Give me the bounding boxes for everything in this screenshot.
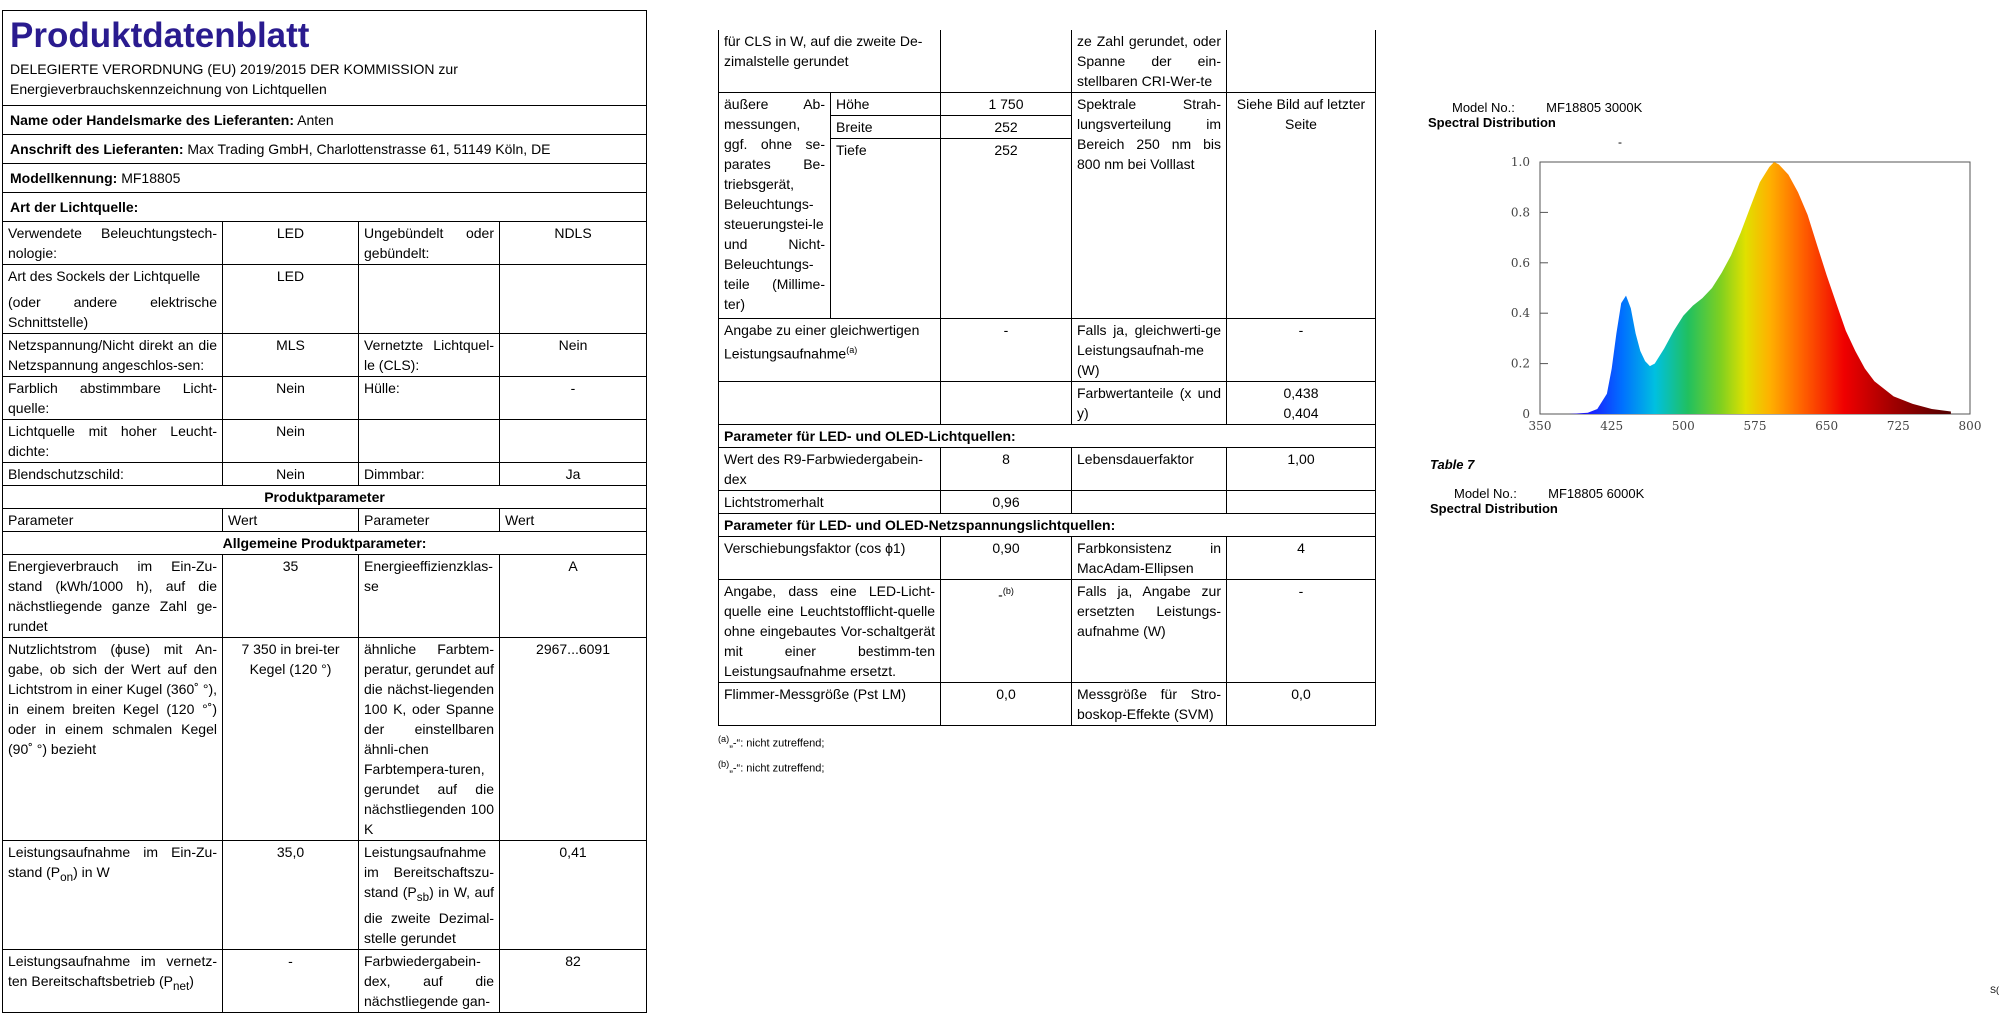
- cell-label: Verwendete Beleuchtungstech-nologie:: [3, 222, 223, 265]
- cell-value: 8: [941, 448, 1072, 491]
- supplier-name-label: Name oder Handelsmarke des Lieferanten:: [10, 112, 294, 128]
- cell-label: Höhe: [831, 93, 941, 116]
- cell-value: 1 750: [941, 93, 1072, 116]
- cell-value: -: [941, 319, 1072, 382]
- cell-label: Art des Sockels der Lichtquelle: [8, 268, 201, 284]
- cell-value: Ja: [500, 463, 647, 486]
- spectral-area: [1540, 162, 1951, 414]
- supplier-address-value: Max Trading GmbH, Charlottenstrasse 61, 51149 Köln, DE: [187, 141, 551, 157]
- cell-value: Nein: [500, 334, 647, 377]
- cell-value: A: [500, 555, 647, 638]
- cell-label: äußere Ab-messungen, ggf. ohne se-parates Be-triebsgerät, Beleuchtungs-steuerungstei-le und Nicht-Beleuchtungs-teile (Millime-ter): [719, 93, 831, 319]
- cell-label: Hülle:: [359, 377, 500, 420]
- spectral-chart: [1500, 128, 2000, 438]
- table-row: [3, 377, 647, 420]
- cell-label: Lebensdauerfaktor: [1072, 448, 1227, 491]
- cell-value: 252: [941, 139, 1072, 319]
- table-row: [719, 382, 1376, 425]
- table-row: [3, 334, 647, 377]
- cell-label: Flimmer-Messgröße (Pst LM): [719, 683, 941, 726]
- table-row: [719, 537, 1376, 580]
- table-row: [719, 93, 1376, 116]
- column-header: Parameter: [359, 509, 500, 532]
- led-params-heading: Parameter für LED- und OLED-Lichtquellen:: [719, 425, 1376, 448]
- page-edge-text: S(: [1990, 985, 1999, 995]
- model-value: MF18805 6000K: [1548, 486, 1645, 501]
- table-row: [719, 580, 1376, 683]
- table-row: [3, 265, 647, 334]
- cell-label: Blendschutzschild:: [3, 463, 223, 486]
- column-header: Wert: [500, 509, 647, 532]
- cell-value: Siehe Bild auf letzter Seite: [1227, 93, 1376, 319]
- figure-model-line: [1428, 100, 1988, 115]
- cell-value: 0,41: [500, 841, 647, 950]
- cell-value: 35: [223, 555, 359, 638]
- right-page: [1428, 100, 1988, 130]
- cell-label: Spektrale Strah-lungsverteilung im Bereich 250 nm bis 800 nm bei Volllast: [1072, 93, 1227, 319]
- table-row: [719, 448, 1376, 491]
- cell-value: 0,90: [941, 537, 1072, 580]
- cell-value: 252: [941, 116, 1072, 139]
- cell-label: Verschiebungsfaktor (cos ϕ1): [719, 537, 941, 580]
- general-params-heading: Allgemeine Produktparameter:: [3, 532, 647, 555]
- mains-params-heading: Parameter für LED- und OLED-Netzspannungslichtquellen:: [719, 514, 1376, 537]
- footnote-b: $^{(b)}$„-“: nicht zutreffend;: [718, 758, 825, 775]
- y-tick-label: 0: [1522, 407, 1530, 421]
- product-data-table-right: [718, 30, 1376, 726]
- right-page-lower: [1430, 457, 1830, 516]
- middle-page: [718, 30, 1375, 778]
- cell-value: 0,96: [941, 491, 1072, 514]
- x-tick-label: 725: [1886, 419, 1910, 433]
- cell-label: Leistungsaufnahme im vernetz-ten Bereitschaftsbetrieb $(P_{net})$: [3, 949, 223, 1012]
- cell-value: 0,438 0,404: [1227, 382, 1376, 425]
- figure-title: Spectral Distribution: [1428, 115, 1556, 130]
- x-tick-label: 575: [1743, 419, 1767, 433]
- cell-label: Farbwertanteile (x und y): [1072, 382, 1227, 425]
- table-row: [3, 463, 647, 486]
- cell-value: -: [1227, 580, 1376, 683]
- column-header: Wert: [223, 509, 359, 532]
- cell-value: -: [223, 949, 359, 1012]
- cell-value: 0,0: [1227, 683, 1376, 726]
- table-row: [719, 30, 1376, 93]
- cell-label: Messgröße für Stro-boskop-Effekte (SVM): [1072, 683, 1227, 726]
- cell-label: Energieverbrauch im Ein-Zu-stand (kWh/1000 h), auf die nächstliegende ganze Zahl ge-rundet: [3, 555, 223, 638]
- column-header: Parameter: [3, 509, 223, 532]
- table-row: [3, 949, 647, 1012]
- footnote-a: $^{(a)}$„-“: nicht zutreffend;: [718, 734, 825, 750]
- x-tick-label: 350: [1528, 419, 1552, 433]
- cell-value: 1,00: [1227, 448, 1376, 491]
- figure-dash: -: [1618, 135, 1622, 149]
- cell-label: Ungebündelt oder gebündelt:: [359, 222, 500, 265]
- model-label: Modellkennung:: [10, 170, 118, 186]
- cell-value: 4: [1227, 537, 1376, 580]
- cell-value: NDLS: [500, 222, 647, 265]
- cell-label: Falls ja, gleichwerti-ge Leistungsaufnah-me (W): [1072, 319, 1227, 382]
- table-row: [3, 555, 647, 638]
- cell-value: 82: [500, 949, 647, 1012]
- model-label: Model No.:: [1454, 486, 1517, 501]
- model-value: MF18805 3000K: [1546, 100, 1643, 115]
- cell-value: MLS: [223, 334, 359, 377]
- supplier-address-label: Anschrift des Lieferanten:: [10, 141, 184, 157]
- y-tick-label: 0.4: [1510, 306, 1530, 321]
- cell-label: Vernetzte Lichtquel-le (CLS):: [359, 334, 500, 377]
- product-params-heading: Produktparameter: [3, 486, 647, 509]
- cell-value: -$^{(b)}$: [941, 580, 1072, 683]
- cell-label: Tiefe: [831, 139, 941, 319]
- y-tick-label: 0.8: [1510, 205, 1530, 220]
- cell-value: LED: [223, 265, 359, 334]
- table-row: [3, 841, 647, 950]
- cell-value: Nein: [223, 420, 359, 463]
- y-tick-label: 0.2: [1510, 356, 1530, 371]
- model-label: Model No.:: [1452, 100, 1515, 115]
- cell-label: Lichtstromerhalt: [719, 491, 941, 514]
- lightsource-type-heading: Art der Lichtquelle:: [10, 199, 139, 215]
- table-row: [3, 638, 647, 841]
- cell-value: 7 350 in brei-ter Kegel (120 °): [223, 638, 359, 841]
- cell-value: -: [1227, 319, 1376, 382]
- x-tick-label: 650: [1815, 419, 1839, 433]
- left-page: [2, 10, 646, 1013]
- cell-value: 0,0: [941, 683, 1072, 726]
- table-header-row: [3, 509, 647, 532]
- y-tick-label: 1.0: [1510, 155, 1530, 169]
- cell-label: Farbwiedergabein-dex, auf die nächstliegende gan-: [359, 949, 500, 1012]
- cell-value: Nein: [223, 463, 359, 486]
- table-row: [3, 420, 647, 463]
- cell-label: Netzspannung/Nicht direkt an die Netzspannung angeschlos-sen:: [3, 334, 223, 377]
- cell-label: für CLS in W, auf die zweite De-zimalstelle gerundet: [719, 30, 941, 93]
- x-tick-label: 800: [1958, 419, 1982, 433]
- supplier-name-value: Anten: [297, 112, 334, 128]
- x-tick-label: 425: [1600, 419, 1624, 433]
- cell-label: Leistungsaufnahme im Bereitschaftszu-stand $(P_{sb})$ in W, auf die zweite Dezimal-stelle gerundet: [359, 841, 500, 950]
- regulation-subtitle: DELEGIERTE VERORDNUNG (EU) 2019/2015 DER KOMMISSION zur Energieverbrauchskennzeichnung von Lichtquellen: [10, 61, 458, 97]
- cell-label: Lichtquelle mit hoher Leucht-dichte:: [3, 420, 223, 463]
- cell-value: 2967...6091: [500, 638, 647, 841]
- table-row: [3, 222, 647, 265]
- table-row: [719, 319, 1376, 382]
- cell-label: Angabe, dass eine LED-Licht-quelle eine Leuchtstofflicht-quelle ohne eingebautes Vor-schaltgerät mit einer bestimm-ten Leistungsaufnahme ersetzt.: [719, 580, 941, 683]
- figure2-model-line: [1430, 486, 1830, 501]
- x-tick-label: 500: [1671, 419, 1695, 433]
- model-value: MF18805: [121, 170, 181, 186]
- product-data-table-left: [2, 10, 647, 1013]
- figure2-title: Spectral Distribution: [1430, 501, 1558, 516]
- cell-label: ze Zahl gerundet, oder Spanne der ein-stellbaren CRI-Wer-te: [1072, 30, 1227, 93]
- cell-label: Angabe zu einer gleichwertigen Leistungsaufnahme$^{(a)}$: [719, 319, 941, 382]
- page-title: Produktdatenblatt: [10, 16, 310, 55]
- cell-label: (oder andere elektrische Schnittstelle): [8, 294, 217, 330]
- cell-label: Farbkonsistenz in MacAdam-Ellipsen: [1072, 537, 1227, 580]
- cell-label: Energieeffizienzklas-se: [359, 555, 500, 638]
- cell-value: LED: [223, 222, 359, 265]
- cell-label: Wert des R9-Farbwiedergabein-dex: [719, 448, 941, 491]
- cell-label: ähnliche Farbtem-peratur, gerundet auf die nächst-liegenden 100 K, oder Spanne der einstellbaren ähnli-chen Farbtempera-turen, gerundet auf die nächstliegenden 100 K: [359, 638, 500, 841]
- cell-value: Nein: [223, 377, 359, 420]
- cell-label: Leistungsaufnahme im Ein-Zu-stand $(P_{on})$ in W: [3, 841, 223, 950]
- table-caption: Table 7: [1430, 457, 1475, 472]
- cell-label: Falls ja, Angabe zur ersetzten Leistungs-aufnahme (W): [1072, 580, 1227, 683]
- cell-label: Dimmbar:: [359, 463, 500, 486]
- cell-value: -: [500, 377, 647, 420]
- cell-value: 35,0: [223, 841, 359, 950]
- table-row: [719, 683, 1376, 726]
- table-row: [719, 491, 1376, 514]
- cell-label: Farblich abstimmbare Licht-quelle:: [3, 377, 223, 420]
- cell-label: Breite: [831, 116, 941, 139]
- cell-label: Nutzlichtstrom (ϕuse) mit An-gabe, ob sich der Wert auf den Lichtstrom in einer Kugel (360˚ °), in einem breiten Kegel (120 °˚) oder in einem schmalen Kegel (90˚ °) bezieht: [3, 638, 223, 841]
- y-tick-label: 0.6: [1510, 255, 1530, 270]
